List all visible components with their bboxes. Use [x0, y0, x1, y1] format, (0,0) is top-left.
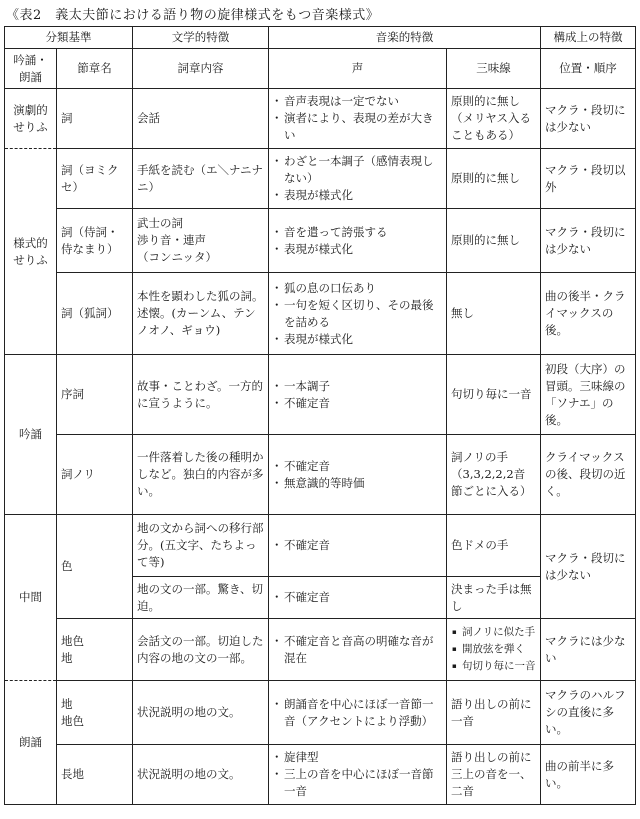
- shamisen-cell: 原則的に無し: [447, 209, 541, 273]
- content-cell: 本性を顕わした狐の詞。述懐。(カーンム、テンノオノ、ギョウ): [133, 273, 269, 355]
- content-cell: 故事・ことわざ。一方的に宣うように。: [133, 355, 269, 435]
- structure-cell: 曲の後半・クライマックスの後。: [541, 273, 636, 355]
- header-row-1: [5, 27, 636, 49]
- voice-cell: [269, 89, 447, 149]
- table-row: [5, 209, 636, 273]
- shamisen-cell: 原則的に無し: [447, 149, 541, 209]
- structure-cell: クライマックスの後、段切の近く。: [541, 435, 636, 515]
- voice-item: ・ 表現が様式化: [273, 331, 442, 348]
- name-cell: 色: [57, 515, 133, 619]
- voice-item: ・ 無意識的等時価: [273, 475, 442, 492]
- header-classification: 分類基準: [5, 27, 133, 49]
- header-position-order: 位置・順序: [541, 49, 636, 89]
- shamisen-cell: 決まった手は無し: [447, 577, 541, 619]
- structure-cell: 初段（大序）の冒頭。三味線の「ソナエ」の後。: [541, 355, 636, 435]
- voice-cell: [269, 355, 447, 435]
- voice-cell: [269, 619, 447, 681]
- voice-item: ・ 音を遣って誇張する: [273, 224, 442, 241]
- table-row: [5, 745, 636, 805]
- structure-cell: マクラ・段切には少ない: [541, 89, 636, 149]
- structure-cell: マクラ・段切には少ない: [541, 209, 636, 273]
- content-cell: 地の文の一部。驚き、切迫。: [133, 577, 269, 619]
- structure-cell: マクラのハルフシの直後に多い。: [541, 681, 636, 745]
- table-row: [5, 515, 636, 577]
- name-cell: 詞ノリ: [57, 435, 133, 515]
- header-structure-features: 構成上の特徴: [541, 27, 636, 49]
- header-shamisen: 三味線: [447, 49, 541, 89]
- table-row: [5, 89, 636, 149]
- header-text-features: 文学的特徴: [133, 27, 269, 49]
- voice-cell: [269, 577, 447, 619]
- voice-item: ・ 旋律型: [273, 749, 442, 766]
- table-row: [5, 435, 636, 515]
- category-cell: 吟誦: [5, 355, 57, 515]
- voice-item: ・ 不確定音: [273, 537, 442, 554]
- shamisen-cell: 語り出しの前に三上の音を一、二音: [447, 745, 541, 805]
- voice-item: ・ わざと一本調子（感情表現しない）: [273, 153, 442, 187]
- music-style-table: [4, 26, 636, 805]
- category-cell: 中間: [5, 515, 57, 681]
- voice-item: ・ 不確定音: [273, 458, 442, 475]
- voice-item: ・ 三上の音を中心にほぼ一音節一音: [273, 766, 442, 800]
- voice-item: ・ 不確定音: [273, 395, 442, 412]
- name-cell: 序詞: [57, 355, 133, 435]
- voice-item: ・ 朗誦音を中心にほぼ一音節一音（アクセントにより浮動）: [273, 696, 442, 730]
- shamisen-cell: 句切り毎に一音: [447, 355, 541, 435]
- name-cell: 詞（狐詞）: [57, 273, 133, 355]
- voice-item: ・ 表現が様式化: [273, 241, 442, 258]
- structure-cell: マクラには少ない: [541, 619, 636, 681]
- voice-cell: [269, 515, 447, 577]
- shamisen-cell: 色ドメの手: [447, 515, 541, 577]
- header-recitation: 吟誦・朗誦: [5, 49, 57, 89]
- name-cell: 地 地色: [57, 681, 133, 745]
- voice-item: ・ 狐の息の口伝あり: [273, 280, 442, 297]
- content-cell: 一件落着した後の種明かしなど。独白的内容が多い。: [133, 435, 269, 515]
- name-cell: 詞（ヨミクセ）: [57, 149, 133, 209]
- table-row: [5, 681, 636, 745]
- table-row: [5, 149, 636, 209]
- header-section-name: 節章名: [57, 49, 133, 89]
- structure-cell: マクラ・段切には少ない: [541, 515, 636, 619]
- content-cell: 状況説明の地の文。: [133, 745, 269, 805]
- voice-item: ・ 不確定音と音高の明確な音が混在: [273, 633, 442, 667]
- structure-cell: 曲の前半に多い。: [541, 745, 636, 805]
- shamisen-cell: 原則的に無し（メリヤス入ることもある）: [447, 89, 541, 149]
- name-cell: 詞（侍詞・侍なまり）: [57, 209, 133, 273]
- table-caption: 《表2 義太夫節における語り物の旋律様式をもつ音楽様式》: [6, 8, 380, 23]
- voice-cell: [269, 209, 447, 273]
- voice-item: ・ 不確定音: [273, 589, 442, 606]
- table-row: [5, 273, 636, 355]
- shamisen-item: ▪ 開放弦を弾く: [451, 641, 536, 658]
- content-cell: 状況説明の地の文。: [133, 681, 269, 745]
- voice-cell: [269, 149, 447, 209]
- name-cell: 長地: [57, 745, 133, 805]
- voice-item: ・ 音声表現は一定でない: [273, 93, 442, 110]
- content-cell: 武士の詞 渉り音・連声 （コンニッタ）: [133, 209, 269, 273]
- header-music-features: 音楽的特徴: [269, 27, 541, 49]
- shamisen-item: ▪ 詞ノリに似た手: [451, 624, 536, 641]
- content-cell: 手紙を読む（エ＼ナニナニ）: [133, 149, 269, 209]
- name-cell: 詞: [57, 89, 133, 149]
- shamisen-cell: [447, 619, 541, 681]
- voice-item: ・ 表現が様式化: [273, 187, 442, 204]
- voice-item: ・ 一句を短く区切り、その最後を詰める: [273, 297, 442, 331]
- shamisen-cell: 語り出しの前に一音: [447, 681, 541, 745]
- table-row: [5, 619, 636, 681]
- table-row: [5, 355, 636, 435]
- content-cell: 会話: [133, 89, 269, 149]
- voice-item: ・ 一本調子: [273, 378, 442, 395]
- header-row-2: [5, 49, 636, 89]
- content-cell: 会話文の一部。切迫した内容の地の文の一部。: [133, 619, 269, 681]
- voice-item: ・ 演者により、表現の差が大きい: [273, 110, 442, 144]
- shamisen-item: ▪ 句切り毎に一音: [451, 658, 536, 675]
- category-cell: 演劇的せりふ: [5, 89, 57, 149]
- voice-cell: [269, 745, 447, 805]
- content-cell: 地の文から詞への移行部分。(五文字、たちよって等): [133, 515, 269, 577]
- category-cell: 朗誦: [5, 681, 57, 805]
- header-voice: 声: [269, 49, 447, 89]
- header-lyric-content: 詞章内容: [133, 49, 269, 89]
- voice-cell: [269, 681, 447, 745]
- voice-cell: [269, 273, 447, 355]
- name-cell: 地色 地: [57, 619, 133, 681]
- voice-cell: [269, 435, 447, 515]
- category-cell: 様式的せりふ: [5, 149, 57, 355]
- structure-cell: マクラ・段切以外: [541, 149, 636, 209]
- shamisen-cell: 無し: [447, 273, 541, 355]
- shamisen-cell: 詞ノリの手（3,3,2,2,2音節ごとに入る）: [447, 435, 541, 515]
